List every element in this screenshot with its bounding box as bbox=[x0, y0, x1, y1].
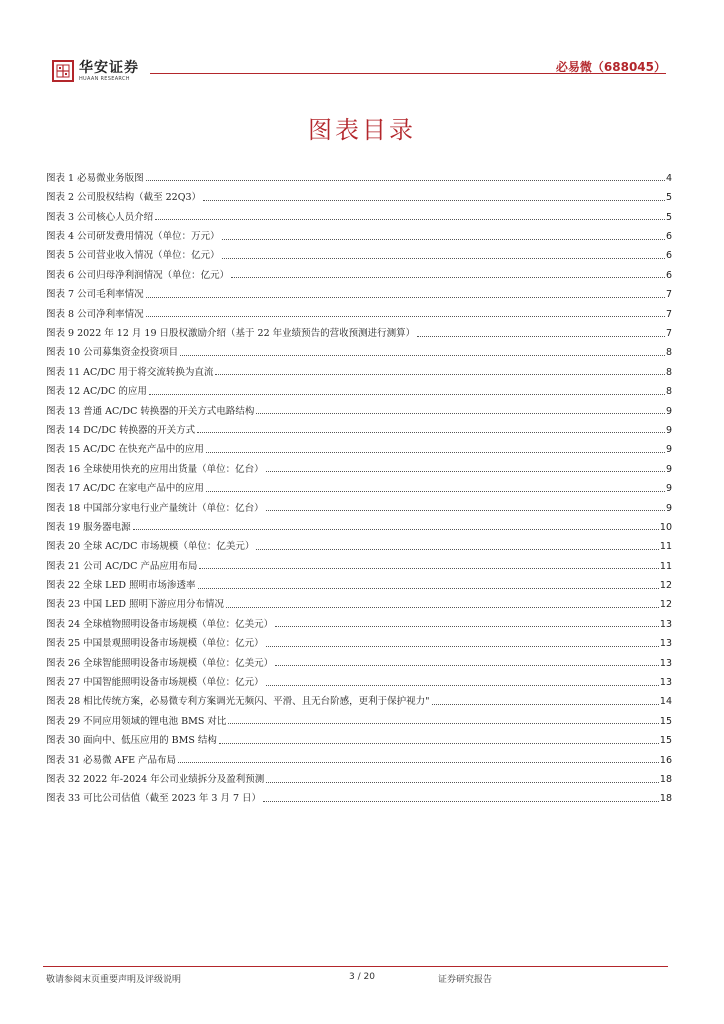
toc-entry-page[interactable]: 5 bbox=[665, 211, 672, 223]
toc-entry[interactable] bbox=[46, 222, 672, 241]
toc-entry[interactable] bbox=[46, 164, 672, 183]
toc-entry-page[interactable]: 12 bbox=[659, 580, 672, 592]
toc-entry-page[interactable]: 14 bbox=[659, 696, 672, 708]
toc-entry-label[interactable]: 图表 31 必易微 AFE 产品布局 bbox=[46, 754, 177, 766]
toc-entry-label[interactable]: 图表 14 DC/DC 转换器的开关方式 bbox=[46, 424, 196, 436]
toc-leader-dots bbox=[215, 373, 665, 375]
toc-entry-page[interactable]: 13 bbox=[659, 677, 672, 689]
toc-entry-page[interactable]: 18 bbox=[659, 793, 672, 805]
toc-entry[interactable] bbox=[46, 629, 672, 648]
toc-leader-dots bbox=[198, 587, 659, 589]
toc-entry-label[interactable]: 图表 16 全球使用快充的应用出货量（单位：亿台） bbox=[46, 463, 264, 475]
toc-entry-page[interactable]: 4 bbox=[665, 172, 672, 184]
toc-leader-dots bbox=[222, 257, 665, 259]
toc-entry[interactable] bbox=[46, 571, 672, 590]
toc-entry-label[interactable]: 图表 28 相比传统方案，必易微专利方案调光无频闪、平滑、且无台阶感，更利于保护视力" bbox=[46, 696, 430, 708]
toc-leader-dots bbox=[133, 528, 659, 530]
toc-entry-page[interactable]: 9 bbox=[665, 502, 672, 514]
toc-entry[interactable] bbox=[46, 591, 672, 610]
toc-leader-dots bbox=[266, 470, 665, 472]
toc-entry[interactable] bbox=[46, 261, 672, 280]
toc-entry-page[interactable]: 13 bbox=[659, 638, 672, 650]
toc-entry-label[interactable]: 图表 3 公司核心人员介绍 bbox=[46, 211, 154, 223]
toc-entry-page[interactable]: 8 bbox=[665, 386, 672, 398]
toc-leader-dots bbox=[226, 606, 659, 608]
toc-entry[interactable] bbox=[46, 668, 672, 687]
toc-entry-page[interactable]: 12 bbox=[659, 599, 672, 611]
toc-leader-dots bbox=[146, 179, 665, 181]
toc-entry-label[interactable]: 图表 29 不同应用领域的锂电池 BMS 对比 bbox=[46, 715, 227, 727]
toc-entry-label[interactable]: 图表 15 AC/DC 在快充产品中的应用 bbox=[46, 444, 204, 456]
toc-leader-dots bbox=[197, 431, 665, 433]
toc-entry-label[interactable]: 图表 18 中国部分家电行业产量统计（单位：亿台） bbox=[46, 502, 264, 514]
toc-entry-label[interactable]: 图表 30 面向中、低压应用的 BMS 结构 bbox=[46, 735, 217, 747]
toc-leader-dots bbox=[149, 393, 665, 395]
page-number: 3 / 20 bbox=[349, 972, 375, 982]
toc-entry-page[interactable]: 16 bbox=[659, 754, 672, 766]
footer-divider bbox=[43, 966, 668, 967]
toc-entry-page[interactable]: 9 bbox=[665, 424, 672, 436]
toc-entry-label[interactable]: 图表 7 公司毛利率情况 bbox=[46, 289, 144, 301]
toc-entry[interactable] bbox=[46, 377, 672, 396]
toc-entry-page[interactable]: 5 bbox=[665, 192, 672, 204]
toc-leader-dots bbox=[155, 218, 665, 220]
page-title: 图表目录 bbox=[308, 116, 416, 144]
toc-entry[interactable] bbox=[46, 300, 672, 319]
toc-entry-page[interactable]: 8 bbox=[665, 366, 672, 378]
toc-leader-dots bbox=[266, 684, 659, 686]
toc-entry-label[interactable]: 图表 1 必易微业务版图 bbox=[46, 172, 144, 184]
toc-leader-dots bbox=[206, 451, 665, 453]
toc-entry-label[interactable]: 图表 25 中国景观照明设备市场规模（单位：亿元） bbox=[46, 638, 264, 650]
toc-entry-page[interactable]: 8 bbox=[665, 347, 672, 359]
toc-entry[interactable] bbox=[46, 242, 672, 261]
toc-leader-dots bbox=[266, 509, 665, 511]
toc-leader-dots bbox=[180, 354, 665, 356]
toc-entry[interactable] bbox=[46, 358, 672, 377]
footer-disclaimer: 敬请参阅末页重要声明及评级说明 bbox=[46, 975, 182, 985]
toc-entry-label[interactable]: 图表 5 公司营业收入情况（单位：亿元） bbox=[46, 250, 220, 262]
toc-leader-dots bbox=[417, 335, 665, 337]
toc-entry-label[interactable]: 图表 12 AC/DC 的应用 bbox=[46, 386, 147, 398]
toc-entry-page[interactable]: 6 bbox=[665, 269, 672, 281]
toc-entry[interactable] bbox=[46, 339, 672, 358]
stock-name: 必易微（688045） bbox=[555, 60, 666, 74]
toc-entry-page[interactable]: 11 bbox=[659, 541, 672, 553]
toc-entry[interactable] bbox=[46, 532, 672, 551]
toc-entry-label[interactable]: 图表 11 AC/DC 用于将交流转换为直流 bbox=[46, 366, 214, 378]
toc-entry-page[interactable]: 9 bbox=[665, 405, 672, 417]
logo-english-name: HUAAN RESEARCH bbox=[79, 75, 130, 82]
toc-entry-label[interactable]: 图表 17 AC/DC 在家电产品中的应用 bbox=[46, 483, 204, 495]
toc-entry-label[interactable]: 图表 10 公司募集资金投资项目 bbox=[46, 347, 179, 359]
toc-leader-dots bbox=[231, 276, 665, 278]
toc-entry-page[interactable]: 13 bbox=[659, 657, 672, 669]
toc-entry-label[interactable]: 图表 26 全球智能照明设备市场规模（单位：亿美元） bbox=[46, 657, 274, 669]
toc-entry-label[interactable]: 图表 24 全球植物照明设备市场规模（单位：亿美元） bbox=[46, 618, 274, 630]
toc-entry-label[interactable]: 图表 22 全球 LED 照明市场渗透率 bbox=[46, 580, 196, 592]
toc-leader-dots bbox=[206, 490, 665, 492]
table-of-figures bbox=[46, 164, 672, 804]
toc-entry[interactable] bbox=[46, 785, 672, 804]
toc-entry[interactable] bbox=[46, 203, 672, 222]
toc-leader-dots bbox=[146, 315, 665, 317]
toc-entry-page[interactable]: 9 bbox=[665, 463, 672, 475]
toc-entry-page[interactable]: 7 bbox=[665, 328, 672, 340]
toc-leader-dots bbox=[178, 761, 659, 763]
toc-entry-label[interactable]: 图表 32 2022 年-2024 年公司业绩拆分及盈利预测 bbox=[46, 774, 265, 785]
toc-leader-dots bbox=[263, 800, 659, 802]
toc-entry[interactable] bbox=[46, 494, 672, 513]
toc-leader-dots bbox=[275, 625, 659, 627]
company-logo bbox=[52, 60, 139, 82]
toc-leader-dots bbox=[256, 412, 665, 414]
toc-entry-page[interactable]: 13 bbox=[659, 618, 672, 630]
toc-entry[interactable] bbox=[46, 552, 672, 571]
toc-leader-dots bbox=[222, 238, 665, 240]
toc-entry[interactable] bbox=[46, 435, 672, 454]
toc-entry-page[interactable]: 15 bbox=[659, 715, 672, 727]
toc-entry-label[interactable]: 图表 20 全球 AC/DC 市场规模（单位：亿美元） bbox=[46, 541, 255, 553]
logo-chinese-name: 华安证券 bbox=[79, 59, 139, 76]
toc-entry-label[interactable]: 图表 6 公司归母净利润情况（单位：亿元） bbox=[46, 269, 230, 281]
toc-entry[interactable] bbox=[46, 765, 672, 784]
toc-leader-dots bbox=[275, 664, 659, 666]
toc-entry[interactable] bbox=[46, 746, 672, 765]
toc-leader-dots bbox=[203, 199, 665, 201]
toc-leader-dots bbox=[146, 296, 665, 298]
toc-entry-label[interactable]: 图表 8 公司净利率情况 bbox=[46, 308, 144, 320]
toc-entry-label[interactable]: 图表 21 公司 AC/DC 产品应用布局 bbox=[46, 560, 198, 572]
toc-entry-page[interactable]: 6 bbox=[665, 231, 672, 243]
toc-entry[interactable] bbox=[46, 416, 672, 435]
seal-icon bbox=[52, 60, 74, 82]
toc-entry-page[interactable]: 9 bbox=[665, 483, 672, 495]
toc-entry[interactable] bbox=[46, 610, 672, 629]
toc-entry-label[interactable]: 图表 33 可比公司估值（截至 2023 年 3 月 7 日） bbox=[46, 793, 262, 805]
toc-leader-dots bbox=[219, 742, 659, 744]
toc-entry-label[interactable]: 图表 19 服务器电源 bbox=[46, 521, 131, 533]
toc-leader-dots bbox=[266, 645, 659, 647]
toc-entry-label[interactable]: 图表 27 中国智能照明设备市场规模（单位：亿元） bbox=[46, 677, 264, 689]
toc-entry[interactable] bbox=[46, 397, 672, 416]
toc-entry[interactable] bbox=[46, 474, 672, 493]
toc-entry-label[interactable]: 图表 2 公司股权结构（截至 22Q3） bbox=[46, 192, 202, 204]
toc-leader-dots bbox=[228, 722, 659, 724]
toc-leader-dots bbox=[266, 781, 659, 783]
toc-entry-page[interactable]: 9 bbox=[665, 444, 672, 456]
toc-entry[interactable] bbox=[46, 319, 672, 338]
toc-entry[interactable] bbox=[46, 280, 672, 299]
toc-entry-page[interactable]: 15 bbox=[659, 735, 672, 747]
toc-entry[interactable] bbox=[46, 707, 672, 726]
toc-entry[interactable] bbox=[46, 183, 672, 202]
toc-entry-label[interactable]: 图表 9 2022 年 12 月 19 日股权激励介绍（基于 22 年业绩预告的营收预测进行测算） bbox=[46, 328, 416, 340]
toc-entry-label[interactable]: 图表 4 公司研发费用情况（单位：万元） bbox=[46, 231, 220, 243]
header-divider bbox=[150, 73, 666, 74]
toc-entry[interactable] bbox=[46, 513, 672, 532]
toc-entry[interactable] bbox=[46, 726, 672, 745]
toc-leader-dots bbox=[256, 548, 659, 550]
page-header bbox=[0, 0, 724, 90]
toc-entry-page[interactable]: 10 bbox=[659, 521, 672, 533]
toc-entry[interactable] bbox=[46, 688, 672, 707]
toc-entry[interactable] bbox=[46, 649, 672, 668]
toc-leader-dots bbox=[199, 567, 659, 569]
toc-leader-dots bbox=[432, 703, 659, 705]
toc-entry-page[interactable]: 6 bbox=[665, 250, 672, 262]
footer-report-type: 证券研究报告 bbox=[438, 975, 493, 985]
toc-entry[interactable] bbox=[46, 455, 672, 474]
toc-entry-page[interactable]: 18 bbox=[659, 774, 672, 785]
toc-entry-page[interactable]: 11 bbox=[659, 560, 672, 572]
toc-entry-label[interactable]: 图表 13 普通 AC/DC 转换器的开关方式电路结构 bbox=[46, 405, 255, 417]
toc-entry-label[interactable]: 图表 23 中国 LED 照明下游应用分布情况 bbox=[46, 599, 225, 611]
toc-entry-page[interactable]: 7 bbox=[665, 308, 672, 320]
toc-entry-page[interactable]: 7 bbox=[665, 289, 672, 301]
